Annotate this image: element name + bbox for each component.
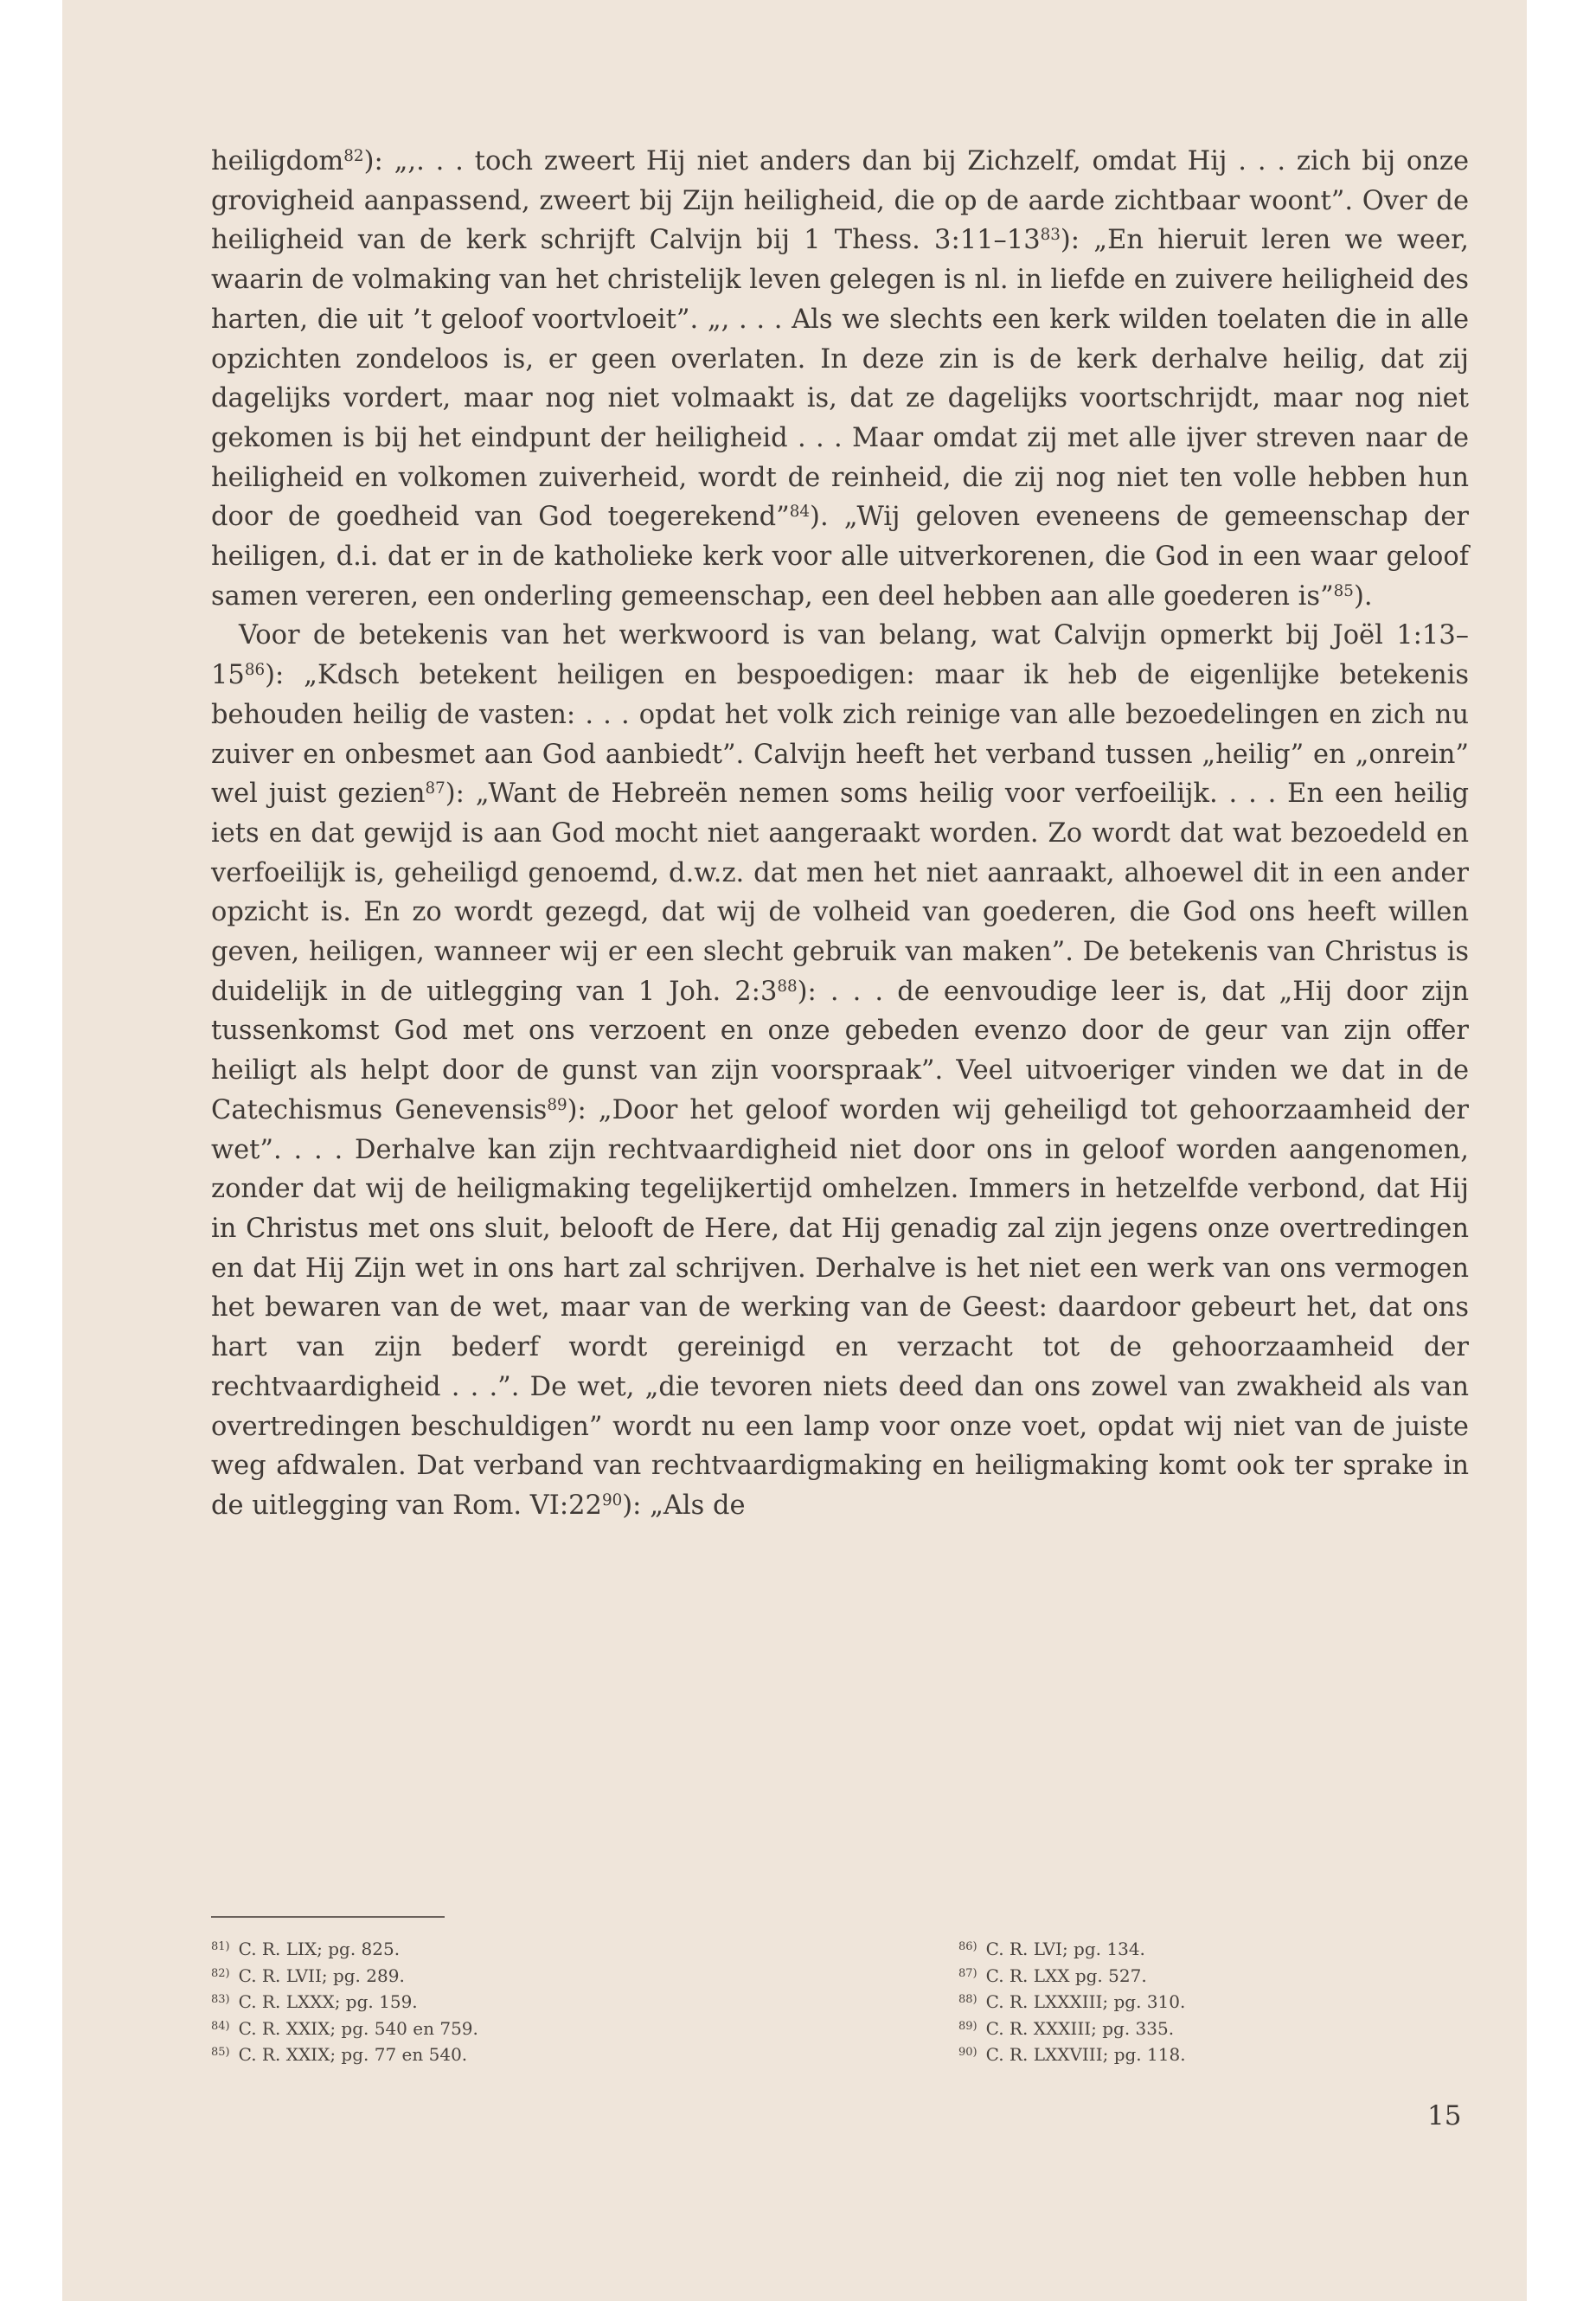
footnote-marker[interactable]: 82 — [343, 146, 364, 165]
footnote-marker[interactable]: 83 — [1040, 226, 1061, 245]
footnote-text: C. R. XXIX; pg. 77 en 540. — [238, 2044, 468, 2065]
paragraph-text: ): „Door het geloof worden wij geheiligd tot gehoorzaamheid der wet”. . . . Derhalve kan zijn rechtvaardigheid niet door ons in geloof worden aangenomen, zonder dat wij de heiligmaking tegelijkertijd omhelzen. Immers in hetzelfde verbond, dat Hij in Christus met ons sluit, belooft de Here, dat Hij genadig zal zijn jegens onze overtredingen en dat Hij Zijn wet in ons hart zal schrijven. Derhalve is het niet een werk van ons vermogen het bewaren van de wet, maar van de werking van de Geest: daardoor gebeurt het, dat ons hart van zijn bederf wordt gereinigd en verzacht tot de gehoorzaamheid der rechtvaardigheid . . .”. De wet, „die tevoren niets deed dan ons zowel van zwakheid als van overtredingen beschuldigen” wordt nu een lamp voor onze voet, opdat wij niet van de juiste weg afdwalen. Dat verband van rechtvaardigmaking en heiligmaking komt ook ter sprake in de uitlegging van Rom. VI:22 — [211, 1094, 1469, 1521]
footnote-item — [211, 1988, 817, 2015]
paragraph-text: ): „Als de — [622, 1490, 746, 1521]
paragraph-text: ): „En hieruit leren we weer, waarin de volmaking van het christelijk leven gelegen is nl. in liefde en zuivere heiligheid des harten, die uit ’t geloof voortvloeit”. „, . . . Als we slechts een kerk wilden toelaten die in alle opzichten zondeloos is, er geen overlaten. In deze zin is de kerk derhalve heilig, dat zij dagelijks vordert, maar nog niet volmaakt is, dat ze dagelijks voortschrijdt, maar nog niet gekomen is bij het eindpunt der heiligheid . . . Maar omdat zij met alle ijver streven naar de heiligheid en volkomen zuiverheid, wordt de reinheid, die zij nog niet ten volle hebben hun door de goedheid van God toegerekend” — [211, 225, 1469, 533]
page-number: 15 — [1427, 2100, 1462, 2131]
paragraph-text: ): „Kdsch betekent heiligen en bespoedigen: maar ik heb de eigenlijke betekenis behouden heilig de vasten: . . . opdat het volk zich reinige van alle bezoedelingen en zich nu zuiver en onbesmet aan God aanbiedt”. Calvijn heeft het verband tussen „heilig” en „onrein” wel juist gezien — [211, 660, 1469, 810]
paragraph-text: ). „Wij geloven eveneens de gemeenschap der heiligen, d.i. dat er in de katholieke kerk voor alle uitverkorenen, die God in een waar geloof samen vereren, een onderling gemeenschap, een deel hebben aan alle goederen is” — [211, 502, 1469, 612]
footnote-item — [211, 2015, 817, 2041]
footnote-divider — [211, 1916, 445, 1918]
footnote-text: C. R. LXXX; pg. 159. — [238, 1991, 418, 2012]
footnote-marker[interactable]: 89 — [547, 1095, 567, 1114]
body-text — [211, 142, 1469, 1526]
footnote-marker[interactable]: 85 — [1333, 581, 1354, 600]
footnote-number: 81) — [211, 1940, 230, 1953]
footnote-text: C. R. XXXIII; pg. 335. — [985, 2017, 1175, 2039]
footnote-text: C. R. XXIX; pg. 540 en 759. — [238, 2017, 478, 2039]
paragraph-1 — [211, 142, 1469, 616]
footnote-item — [211, 1935, 817, 1962]
footnote-number: 82) — [211, 1966, 230, 1980]
paragraph-text: heiligdom — [211, 146, 344, 176]
footnotes-right-column — [958, 1935, 1443, 2067]
footnote-text: C. R. LXXXIII; pg. 310. — [985, 1991, 1186, 2012]
footnote-number: 88) — [958, 1993, 977, 2006]
paragraph-text: ): „Want de Hebreën nemen soms heilig voor verfoeilijk. . . . En een heilig iets en dat gewijd is aan God mocht niet aangeraakt worden. Zo wordt dat wat bezoedeld en verfoeilijk is, geheiligd genoemd, d.w.z. dat men het niet aanraakt, alhoewel dit in een ander opzicht is. En zo wordt gezegd, dat wij de volheid van goederen, die God ons heeft willen geven, heiligen, wanneer wij er een slecht gebruik van maken”. De betekenis van Christus is duidelijk in de uitlegging van 1 Joh. 2:3 — [211, 779, 1470, 1007]
footnote-number: 86) — [958, 1940, 977, 1953]
paragraph-2 — [211, 616, 1469, 1525]
paragraph-text: ): . . . de eenvoudige leer is, dat „Hij door zijn tussenkomst God met ons verzoent en onze gebeden evenzo door de geur van zijn offer heiligt als helpt door de gunst van zijn voorspraak”. Veel uitvoeriger vinden we dat in de Catechismus Genevensis — [211, 976, 1469, 1125]
footnote-item — [958, 1988, 1443, 2015]
footnote-item — [211, 2041, 817, 2067]
footnote-number: 84) — [211, 2019, 230, 2033]
footnote-marker[interactable]: 87 — [425, 779, 445, 798]
footnote-item — [958, 1962, 1443, 1989]
book-page — [62, 0, 1527, 2301]
footnote-marker[interactable]: 90 — [601, 1490, 623, 1509]
footnote-text: C. R. LXXVIII; pg. 118. — [985, 2044, 1186, 2065]
paragraph-text: ). — [1353, 580, 1373, 612]
footnote-text: C. R. LVI; pg. 134. — [985, 1939, 1145, 1959]
footnote-number: 90) — [958, 2046, 977, 2059]
footnote-number: 87) — [958, 1966, 977, 1980]
footnote-marker[interactable]: 88 — [777, 977, 798, 996]
footnote-marker[interactable]: 84 — [789, 503, 811, 522]
footnote-item — [958, 1935, 1443, 1962]
footnote-marker[interactable]: 86 — [244, 661, 266, 680]
footnote-text: C. R. LIX; pg. 825. — [238, 1939, 401, 1959]
paragraph-text: Voor de betekenis van het werkwoord is van belang, wat Calvijn opmerkt bij Joël 1:13–15 — [211, 620, 1469, 691]
footnotes-left-column — [211, 1935, 817, 2067]
footnote-item — [211, 1962, 817, 1989]
footnote-number: 85) — [211, 2046, 230, 2059]
footnote-text: C. R. LXX pg. 527. — [985, 1965, 1147, 1986]
paragraph-text: ): „,. . . toch zweert Hij niet anders dan bij Zichzelf, omdat Hij . . . zich bij onze grovigheid aanpassend, zweert bij Zijn heiligheid, die op de aarde zichtbaar woont”. Over de heiligheid van de kerk schrijft Calvijn bij 1 Thess. 3:11–13 — [211, 146, 1469, 256]
footnote-number: 89) — [958, 2019, 977, 2033]
footnote-item — [958, 2041, 1443, 2067]
footnote-text: C. R. LVII; pg. 289. — [238, 1965, 405, 1986]
footnote-number: 83) — [211, 1993, 230, 2006]
footnote-item — [958, 2015, 1443, 2041]
